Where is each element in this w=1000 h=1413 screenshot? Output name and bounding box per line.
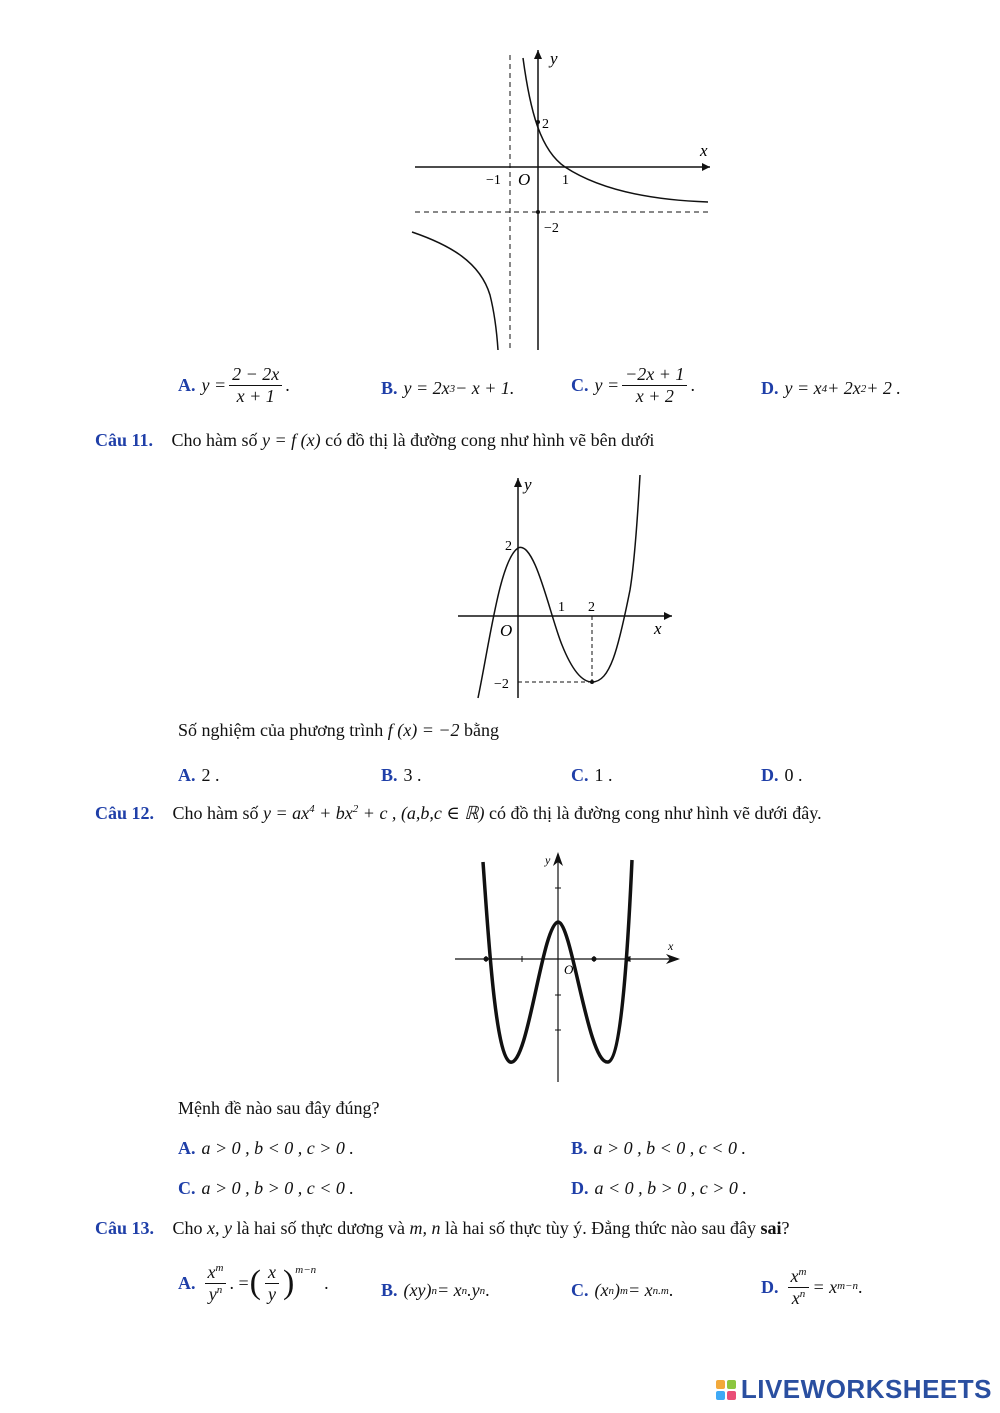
- y-axis-arrow: [514, 478, 522, 487]
- logo-icon: [716, 1380, 736, 1400]
- q12-stem: Câu 12. Cho hàm số $y = ax^4 + bx^2 + c$ , (a,b,c ∈ ℝ) có đồ thị là đường cong như hình vẽ dưới đây.: [95, 803, 822, 823]
- tick-label-neg2: −2: [494, 677, 509, 692]
- tick-label-1: 1: [562, 173, 569, 188]
- tick-label-1: 1: [558, 600, 565, 615]
- graph-quartic: [450, 850, 685, 1090]
- tick-label-neg1: −1: [486, 173, 501, 188]
- q11-option-b[interactable]: B. 3 .: [381, 765, 422, 785]
- x-axis-arrow: [664, 612, 672, 620]
- y-axis-arrow: [534, 50, 542, 59]
- cubic-curve: [478, 475, 640, 698]
- q10-option-a[interactable]: A. y = $\frac{2 - 2x}{x + 1}$ .: [178, 364, 290, 406]
- q12-option-a[interactable]: A. a > 0 , b < 0 , c > 0 .: [178, 1138, 354, 1158]
- q13-stem: Câu 13. Cho x, y là hai số thực dương và m, n là hai số thực tùy ý. Đẳng thức nào sau đây sai?: [95, 1218, 790, 1238]
- q10-option-c[interactable]: C. y = $\frac{-2x + 1}{x + 2}$ .: [571, 364, 695, 406]
- logo-text: LIVEWORKSHEETS: [740, 1374, 992, 1404]
- x-axis-label: x: [700, 141, 708, 160]
- q12-option-c[interactable]: C. a > 0 , b > 0 , c < 0 .: [178, 1178, 354, 1198]
- q11-option-a[interactable]: A. 2 .: [178, 765, 220, 785]
- tick-label-2x: 2: [588, 600, 595, 615]
- q11-option-c[interactable]: C. 1 .: [571, 765, 613, 785]
- liveworksheets-logo[interactable]: [716, 1374, 992, 1405]
- q13-option-c[interactable]: C. (x n ) m = x n.m .: [571, 1280, 674, 1300]
- x-axis-label: x: [654, 619, 662, 638]
- q12-question: Mệnh đề nào sau đây đúng?: [178, 1098, 380, 1118]
- left-branch: [412, 232, 498, 350]
- tick-label-2: 2: [505, 539, 512, 554]
- origin-label: O: [564, 962, 574, 977]
- tick-label-neg2: −2: [544, 221, 559, 236]
- q13-option-a[interactable]: A. $\frac{x^m}{y^n}$ . = ( $\frac{x}{y}$ ) $^{m-n}$ .: [178, 1262, 329, 1304]
- q10-option-b[interactable]: B. y = 2x 3 − x + 1.: [381, 378, 515, 398]
- y-axis-label: y: [524, 475, 532, 494]
- q12-option-d[interactable]: D. a < 0 , b > 0 , c > 0 .: [571, 1178, 747, 1198]
- origin-label: O: [500, 621, 513, 640]
- q13-option-b[interactable]: B. (xy) n = x n .y n .: [381, 1280, 490, 1300]
- graph-hyperbola: [400, 40, 720, 360]
- q11-label: Câu 11.: [95, 430, 154, 450]
- origin-label: O: [518, 170, 531, 189]
- y-axis-label: y: [550, 49, 558, 68]
- q11-option-d[interactable]: D. 0 .: [761, 765, 803, 785]
- x-axis-label: x: [668, 939, 674, 953]
- q11-stem: Câu 11. Cho hàm số y = f (x) có đồ thị là đường cong như hình vẽ bên dưới: [95, 430, 655, 450]
- q11-question: Số nghiệm của phương trình f (x) = −2 bằng: [178, 720, 500, 740]
- graph-cubic: [450, 470, 680, 710]
- q13-label: Câu 13.: [95, 1218, 155, 1238]
- x-axis-arrow: [702, 163, 710, 171]
- q12-option-b[interactable]: B. a > 0 , b < 0 , c < 0 .: [571, 1138, 746, 1158]
- tick-label-2: 2: [542, 117, 549, 132]
- q10-option-d[interactable]: D. y = x 4 + 2x 2 + 2 .: [761, 378, 901, 398]
- y-axis-label: y: [545, 853, 551, 867]
- q13-option-d[interactable]: D. $\frac{x^m}{x^n}$ = x m−n .: [761, 1266, 863, 1308]
- right-branch: [523, 58, 708, 202]
- q12-label: Câu 12.: [95, 803, 155, 823]
